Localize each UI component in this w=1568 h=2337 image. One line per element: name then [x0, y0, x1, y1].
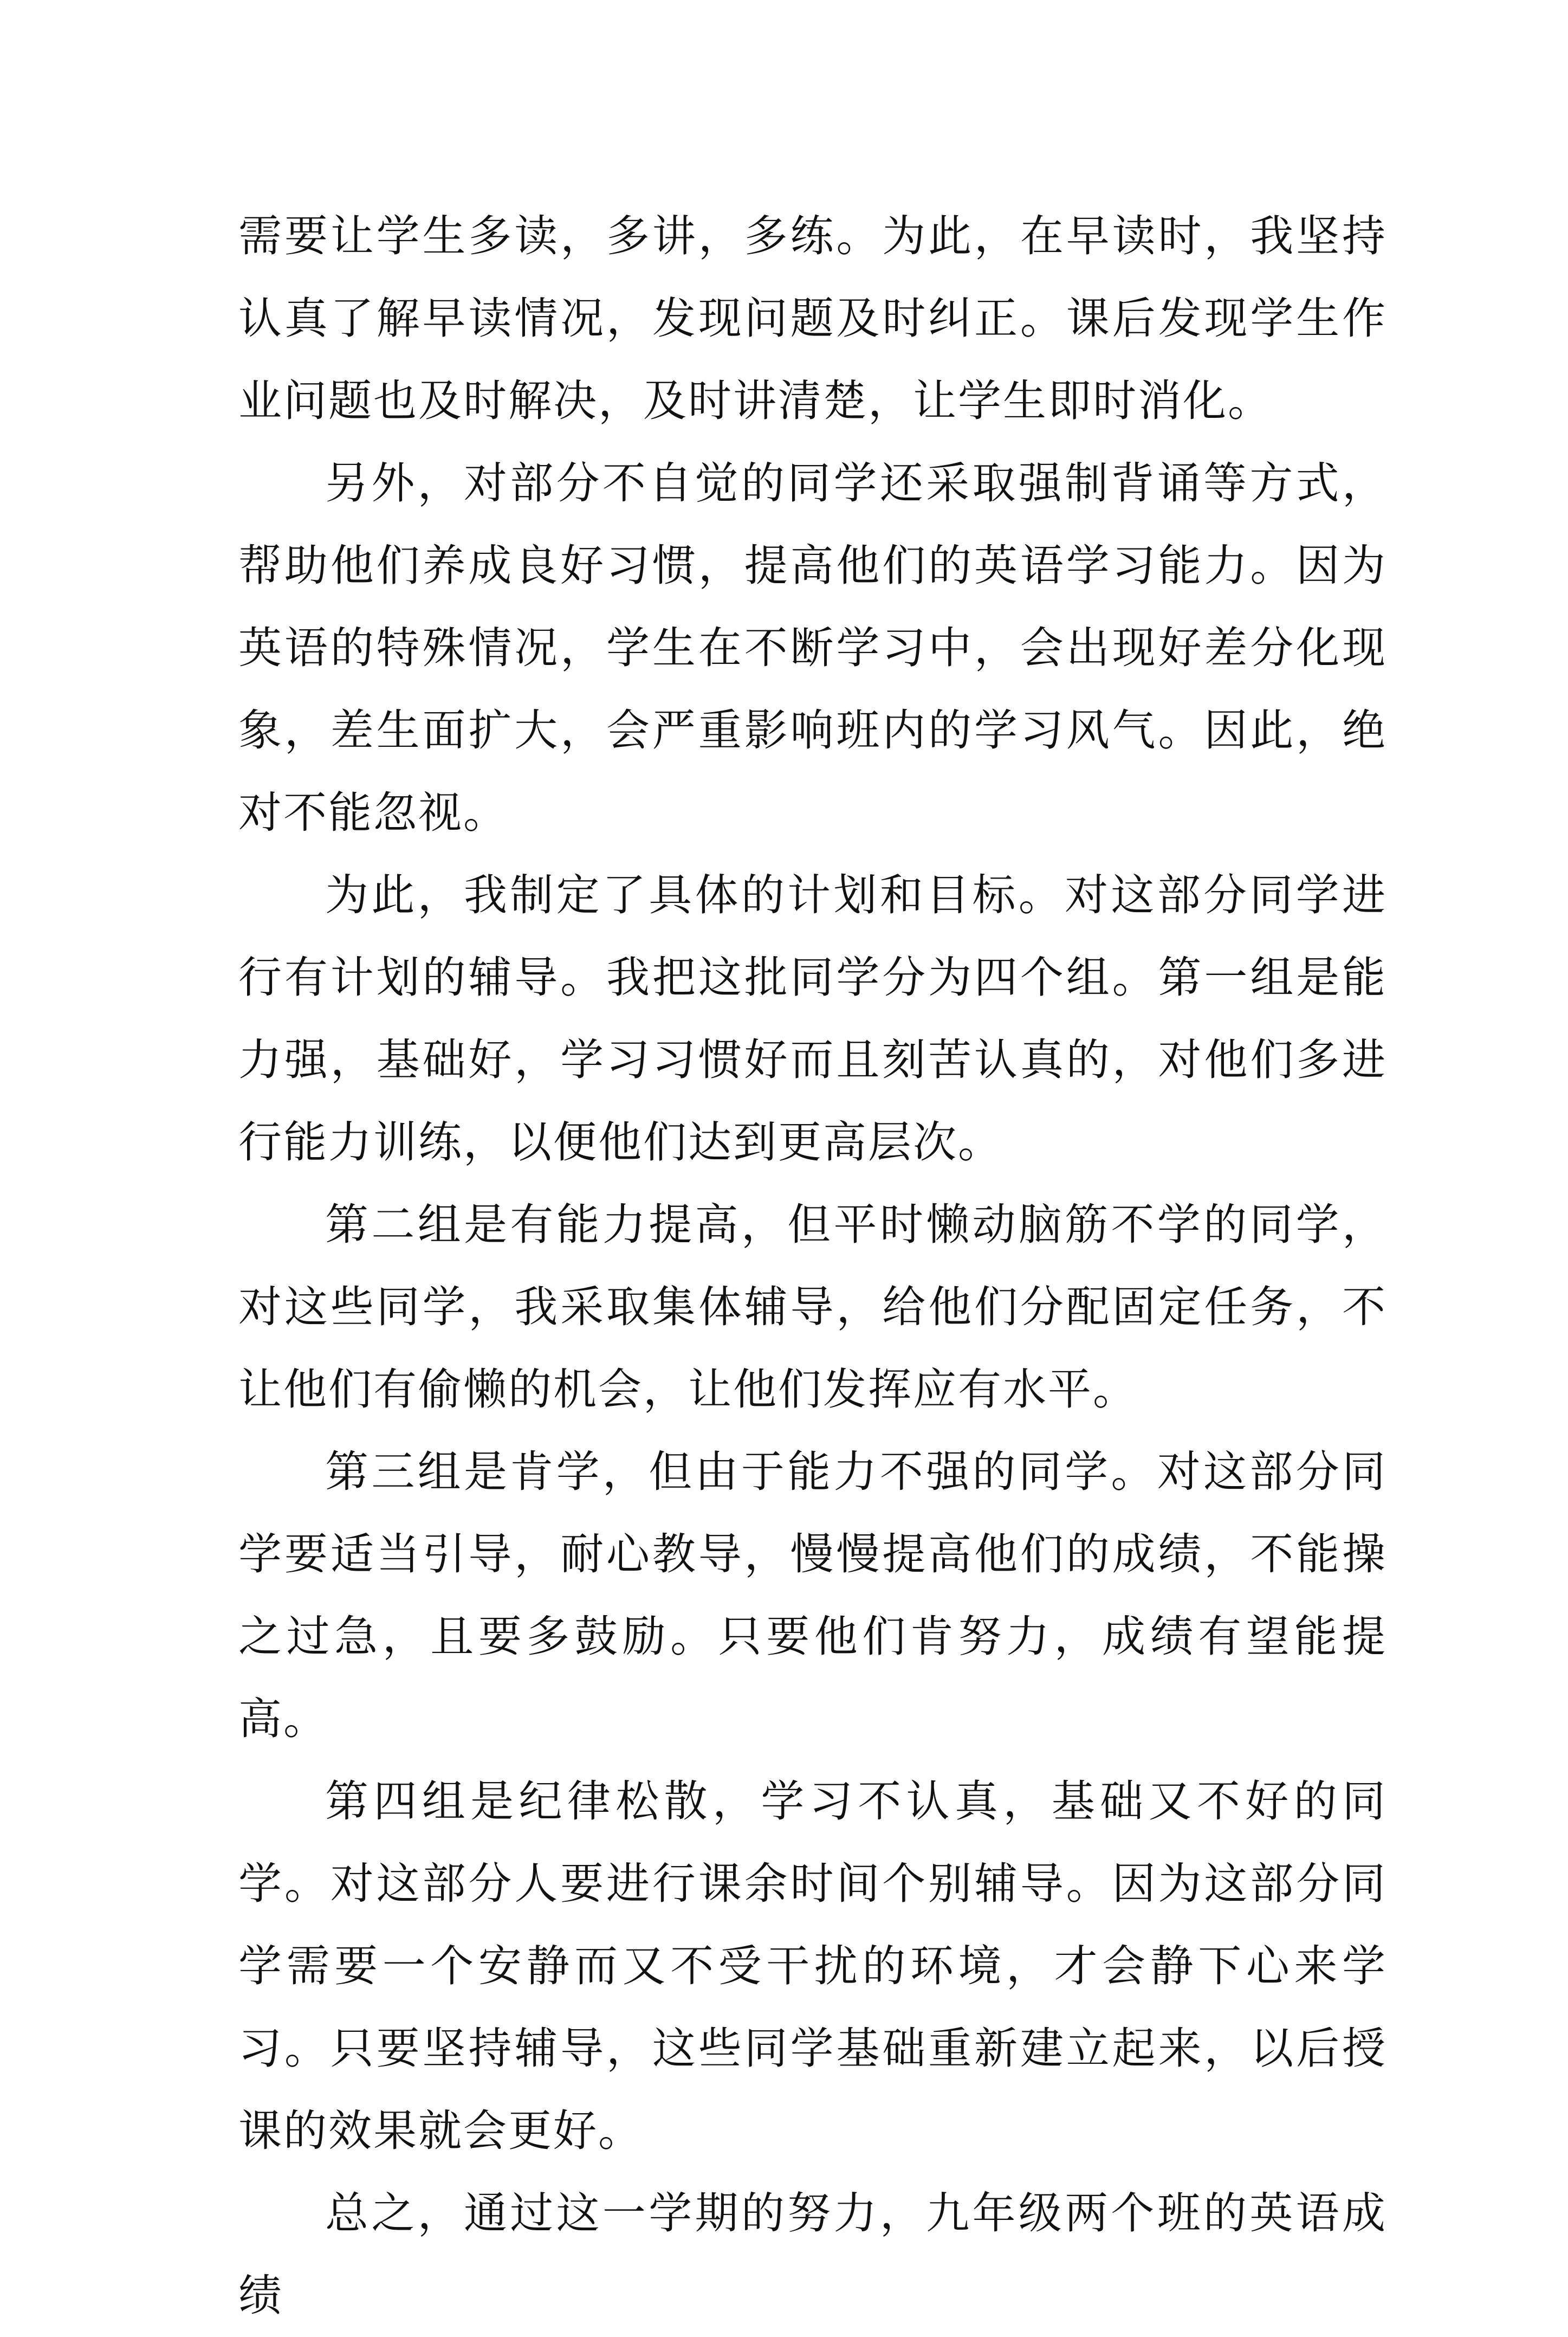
- paragraph-4: 第二组是有能力提高，但平时懒动脑筋不学的同学，对这些同学，我采取集体辅导，给他们分配固定任务，不让他们有偷懒的机会，让他们发挥应有水平。: [238, 1199, 1387, 1415]
- paragraph-1: 需要让学生多读，多讲，多练。为此，在早读时，我坚持认真了解早读情况，发现问题及时纠正。课后发现学生作业问题也及时解决，及时讲清楚，让学生即时消化。: [238, 211, 1387, 426]
- paragraph-6: 第四组是纪律松散，学习不认真，基础又不好的同学。对这部分人要进行课余时间个别辅导。因为这部分同学需要一个安静而又不受干扰的环境，才会静下心来学习。只要坚持辅导，这些同学基础重新建立起来，以后授课的效果就会更好。: [238, 1776, 1387, 2156]
- paragraph-3: 为此，我制定了具体的计划和目标。对这部分同学进行有计划的辅导。我把这批同学分为四个组。第一组是能力强，基础好，学习习惯好而且刻苦认真的，对他们多进行能力训练，以便他们达到更高层次。: [238, 870, 1387, 1167]
- document-body: [238, 195, 1387, 2337]
- paragraph-7: 总之，通过这一学期的努力，九年级两个班的英语成绩: [238, 2188, 1387, 2321]
- paragraph-5: 第三组是肯学，但由于能力不强的同学。对这部分同学要适当引导，耐心教导，慢慢提高他们的成绩，不能操之过急，且要多鼓励。只要他们肯努力，成绩有望能提高。: [238, 1447, 1387, 1744]
- paragraph-2: 另外，对部分不自觉的同学还采取强制背诵等方式，帮助他们养成良好习惯，提高他们的英语学习能力。因为英语的特殊情况，学生在不断学习中，会出现好差分化现象，差生面扩大，会严重影响班内的学习风气。因此，绝对不能忽视。: [238, 458, 1387, 838]
